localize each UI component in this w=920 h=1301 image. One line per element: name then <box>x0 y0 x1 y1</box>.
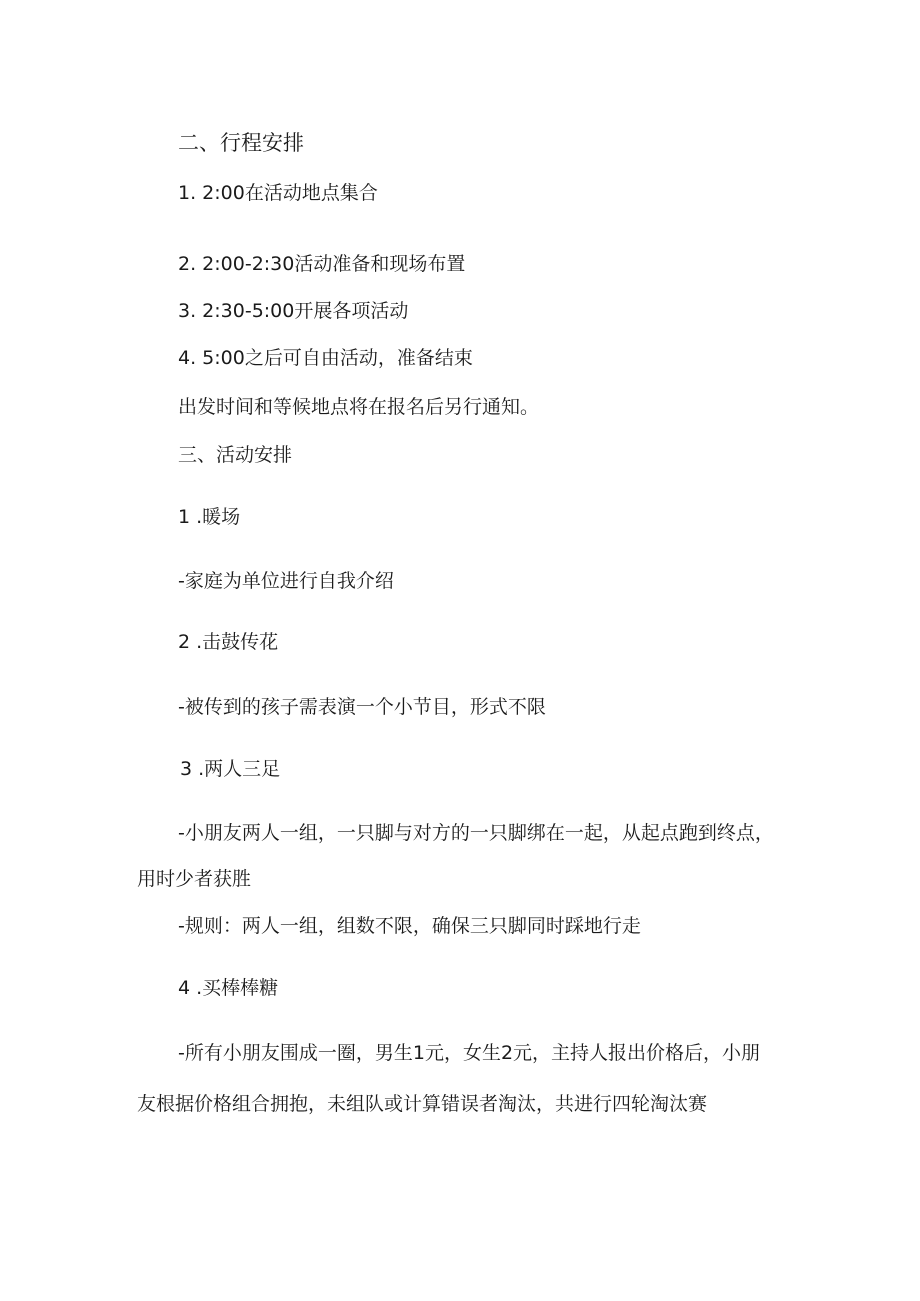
activity-title: 1 .暖场 <box>178 506 241 528</box>
itinerary-item: 4. 5:00之后可自由活动，准备结束 <box>178 347 473 369</box>
activity-title: 4 .买棒棒糖 <box>178 977 279 999</box>
itinerary-item: 2. 2:00-2:30活动准备和现场布置 <box>178 253 466 275</box>
activity-description-continued: 用时少者获胜 <box>137 868 252 890</box>
section-heading-itinerary: 二、行程安排 <box>178 131 304 155</box>
activity-description: -小朋友两人一组，一只脚与对方的一只脚绑在一起，从起点跑到终点， <box>178 822 774 844</box>
itinerary-note: 出发时间和等候地点将在报名后另行通知。 <box>178 396 540 418</box>
activity-title: 2 .击鼓传花 <box>178 631 279 653</box>
activity-description-continued: 友根据价格组合拥抱，未组队或计算错误者淘汰，共进行四轮淘汰赛 <box>137 1093 708 1115</box>
activity-description: -家庭为单位进行自我介绍 <box>178 570 394 592</box>
itinerary-item: 3. 2:30-5:00开展各项活动 <box>178 300 409 322</box>
activity-description: -所有小朋友围成一圈，男生1元，女生2元，主持人报出价格后，小朋 <box>178 1042 761 1064</box>
activity-title: 3 .两人三足 <box>180 758 281 780</box>
itinerary-item: 1. 2:00在活动地点集合 <box>178 182 378 204</box>
activity-description: -被传到的孩子需表演一个小节目，形式不限 <box>178 696 546 718</box>
section-heading-activities: 三、活动安排 <box>178 444 293 466</box>
activity-rule: -规则：两人一组，组数不限，确保三只脚同时踩地行走 <box>178 915 641 937</box>
